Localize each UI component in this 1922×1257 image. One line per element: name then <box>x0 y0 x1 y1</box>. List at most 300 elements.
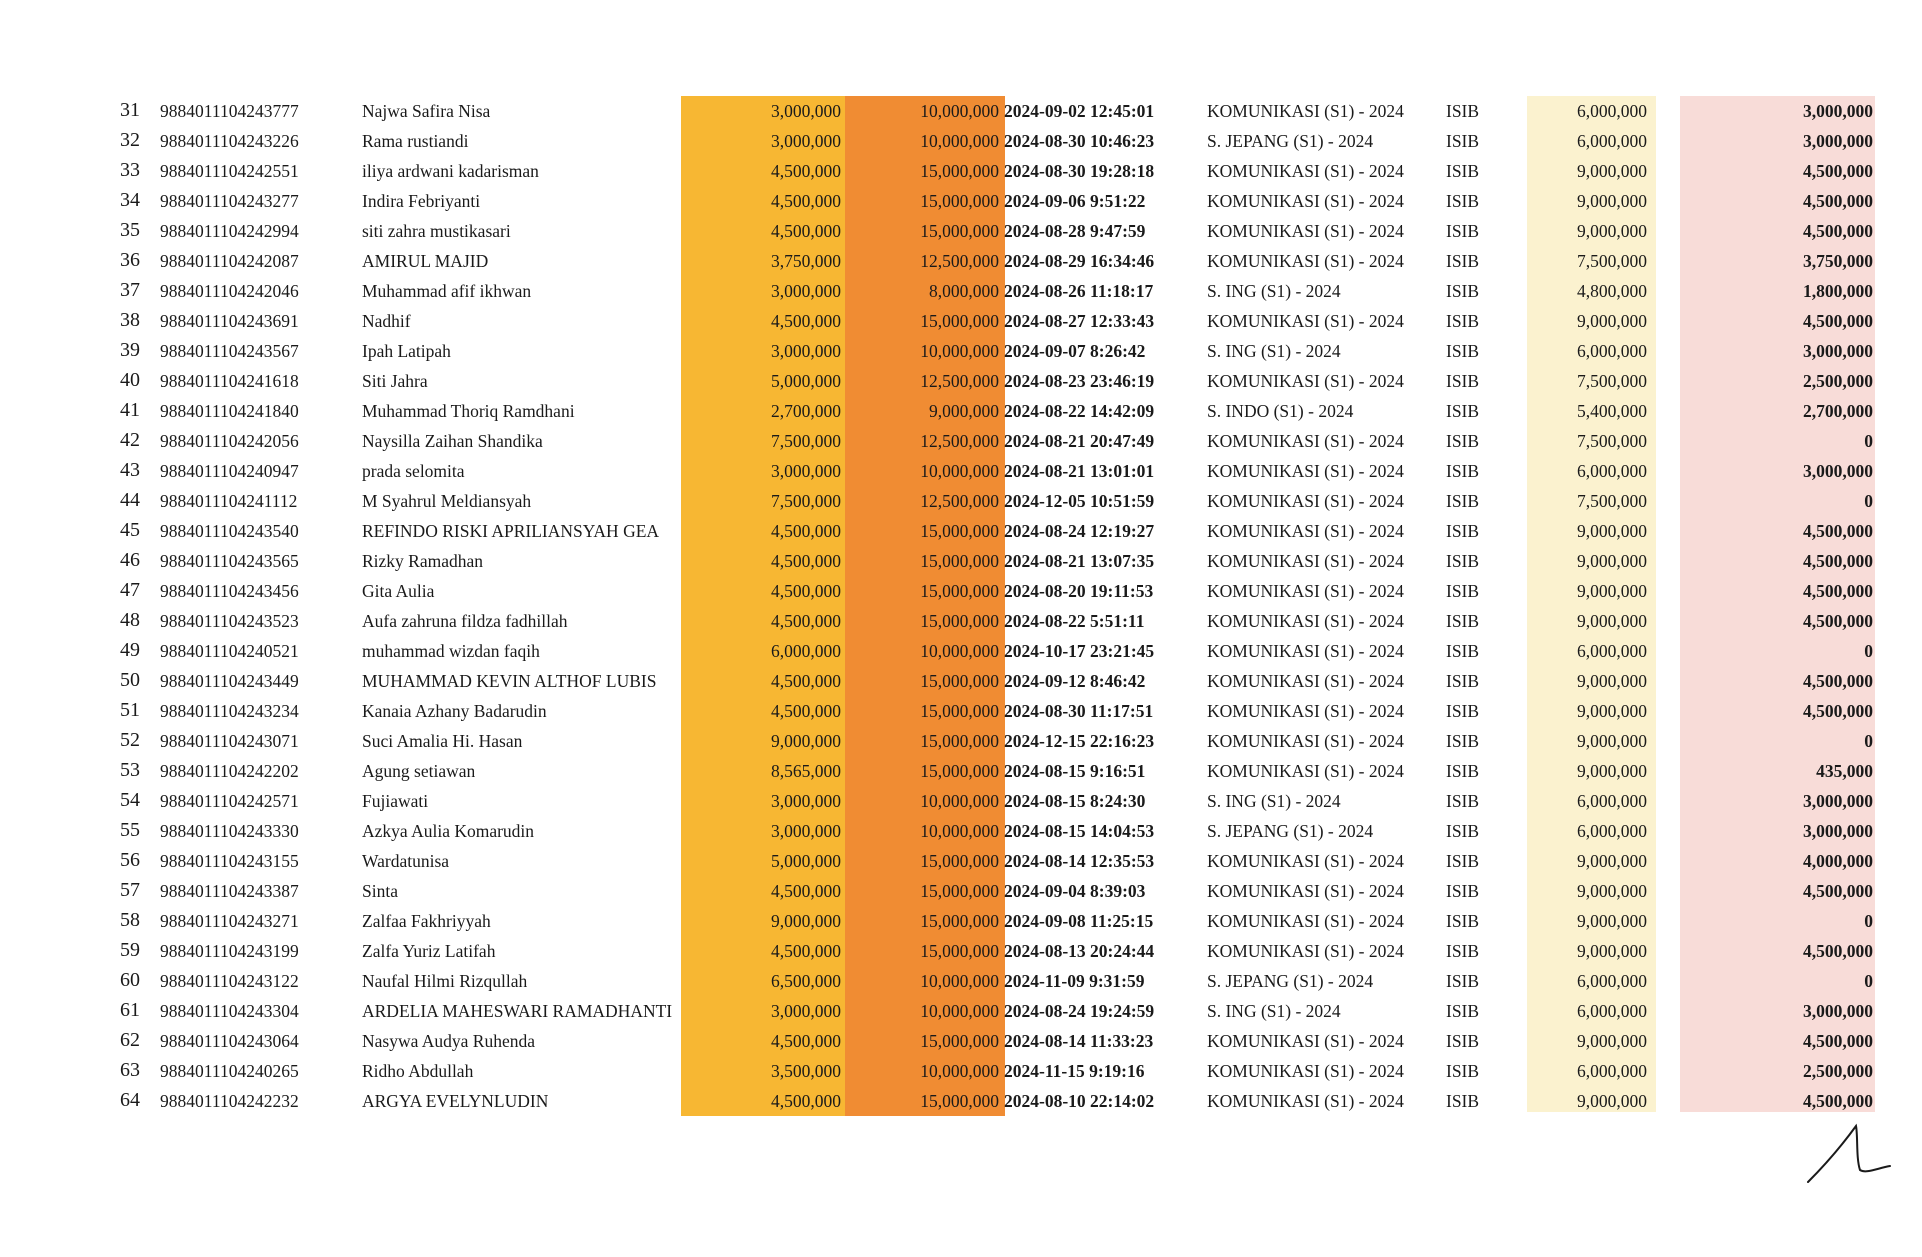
program-name: KOMUNIKASI (S1) - 2024 <box>1207 191 1404 211</box>
row-number: 59 <box>120 939 140 961</box>
paid-amount: 4,500,000 <box>771 671 841 691</box>
remaining-amount: 3,000,000 <box>1803 821 1873 841</box>
total-fee: 15,000,000 <box>920 701 999 721</box>
table-row <box>0 966 1922 996</box>
table-row <box>0 816 1922 846</box>
institution: ISIB <box>1446 491 1480 511</box>
row-number: 37 <box>120 279 140 301</box>
payment-datetime: 2024-08-30 19:28:18 <box>1004 161 1155 181</box>
remaining-amount: 4,500,000 <box>1803 311 1873 331</box>
half-fee: 9,000,000 <box>1577 581 1647 601</box>
institution: ISIB <box>1446 761 1480 781</box>
student-name: Agung setiawan <box>362 761 476 781</box>
paid-amount: 3,000,000 <box>771 131 841 151</box>
institution: ISIB <box>1446 341 1480 361</box>
total-fee: 10,000,000 <box>920 101 999 121</box>
account-number: 9884011104243387 <box>160 881 299 901</box>
row-number: 55 <box>120 819 140 841</box>
institution: ISIB <box>1446 581 1480 601</box>
total-fee: 15,000,000 <box>920 1031 999 1051</box>
program-name: KOMUNIKASI (S1) - 2024 <box>1207 551 1404 571</box>
account-number: 9884011104243304 <box>160 1001 299 1021</box>
half-fee: 9,000,000 <box>1577 311 1647 331</box>
payment-datetime: 2024-08-24 12:19:27 <box>1004 521 1155 541</box>
student-name: Nadhif <box>362 311 411 331</box>
student-name: muhammad wizdan faqih <box>362 641 540 661</box>
total-fee: 12,500,000 <box>920 431 999 451</box>
payment-datetime: 2024-08-21 13:01:01 <box>1004 461 1155 481</box>
row-number: 53 <box>120 759 140 781</box>
remaining-amount: 3,000,000 <box>1803 791 1873 811</box>
institution: ISIB <box>1446 221 1480 241</box>
half-fee: 7,500,000 <box>1577 491 1647 511</box>
row-number: 36 <box>120 249 140 271</box>
program-name: S. ING (S1) - 2024 <box>1207 1001 1341 1021</box>
row-number: 38 <box>120 309 140 331</box>
total-fee: 15,000,000 <box>920 551 999 571</box>
total-fee: 15,000,000 <box>920 521 999 541</box>
payment-datetime: 2024-10-17 23:21:45 <box>1004 641 1155 661</box>
row-number: 58 <box>120 909 140 931</box>
half-fee: 9,000,000 <box>1577 941 1647 961</box>
paid-amount: 8,565,000 <box>771 761 841 781</box>
student-name: Indira Febriyanti <box>362 191 481 211</box>
half-fee: 6,000,000 <box>1577 821 1647 841</box>
row-number: 41 <box>120 399 140 421</box>
account-number: 9884011104242551 <box>160 161 299 181</box>
total-fee: 15,000,000 <box>920 1091 999 1111</box>
table-row <box>0 936 1922 966</box>
account-number: 9884011104243456 <box>160 581 299 601</box>
program-name: KOMUNIKASI (S1) - 2024 <box>1207 221 1404 241</box>
remaining-amount: 4,500,000 <box>1803 161 1873 181</box>
program-name: KOMUNIKASI (S1) - 2024 <box>1207 911 1404 931</box>
total-fee: 15,000,000 <box>920 191 999 211</box>
half-fee: 6,000,000 <box>1577 131 1647 151</box>
total-fee: 15,000,000 <box>920 731 999 751</box>
student-name: Najwa Safira Nisa <box>362 101 491 121</box>
remaining-amount: 4,500,000 <box>1803 941 1873 961</box>
remaining-amount: 3,000,000 <box>1803 341 1873 361</box>
institution: ISIB <box>1446 1001 1480 1021</box>
total-fee: 15,000,000 <box>920 941 999 961</box>
program-name: KOMUNIKASI (S1) - 2024 <box>1207 881 1404 901</box>
account-number: 9884011104243523 <box>160 611 299 631</box>
student-name: siti zahra mustikasari <box>362 221 511 241</box>
payment-datetime: 2024-09-07 8:26:42 <box>1004 341 1146 361</box>
institution: ISIB <box>1446 851 1480 871</box>
paid-amount: 4,500,000 <box>771 581 841 601</box>
program-name: KOMUNIKASI (S1) - 2024 <box>1207 461 1404 481</box>
remaining-amount: 4,500,000 <box>1803 671 1873 691</box>
table-row <box>0 486 1922 516</box>
student-name: Wardatunisa <box>362 851 450 871</box>
institution: ISIB <box>1446 371 1480 391</box>
program-name: KOMUNIKASI (S1) - 2024 <box>1207 1091 1404 1111</box>
program-name: KOMUNIKASI (S1) - 2024 <box>1207 641 1404 661</box>
remaining-amount: 4,500,000 <box>1803 701 1873 721</box>
payment-datetime: 2024-08-10 22:14:02 <box>1004 1091 1155 1111</box>
table-row <box>0 186 1922 216</box>
payment-datetime: 2024-09-08 11:25:15 <box>1004 911 1154 931</box>
total-fee: 10,000,000 <box>920 821 999 841</box>
program-name: S. INDO (S1) - 2024 <box>1207 401 1354 421</box>
account-number: 9884011104243234 <box>160 701 299 721</box>
institution: ISIB <box>1446 461 1480 481</box>
student-name: Kanaia Azhany Badarudin <box>362 701 547 721</box>
half-fee: 9,000,000 <box>1577 191 1647 211</box>
institution: ISIB <box>1446 401 1480 421</box>
remaining-amount: 0 <box>1864 911 1873 931</box>
student-name: Aufa zahruna fildza fadhillah <box>362 611 568 631</box>
half-fee: 6,000,000 <box>1577 1001 1647 1021</box>
account-number: 9884011104240521 <box>160 641 299 661</box>
half-fee: 7,500,000 <box>1577 371 1647 391</box>
half-fee: 4,800,000 <box>1577 281 1647 301</box>
row-number: 31 <box>120 99 140 121</box>
table-row <box>0 96 1922 126</box>
remaining-amount: 3,000,000 <box>1803 131 1873 151</box>
table-row <box>0 576 1922 606</box>
institution: ISIB <box>1446 1031 1480 1051</box>
remaining-amount: 4,500,000 <box>1803 611 1873 631</box>
paid-amount: 4,500,000 <box>771 1031 841 1051</box>
payment-datetime: 2024-08-21 20:47:49 <box>1004 431 1155 451</box>
account-number: 9884011104243199 <box>160 941 299 961</box>
payment-datetime: 2024-08-15 8:24:30 <box>1004 791 1146 811</box>
account-number: 9884011104243277 <box>160 191 299 211</box>
payment-datetime: 2024-08-29 16:34:46 <box>1004 251 1155 271</box>
total-fee: 15,000,000 <box>920 761 999 781</box>
account-number: 9884011104243071 <box>160 731 299 751</box>
institution: ISIB <box>1446 281 1480 301</box>
remaining-amount: 3,000,000 <box>1803 101 1873 121</box>
row-number: 35 <box>120 219 140 241</box>
program-name: KOMUNIKASI (S1) - 2024 <box>1207 251 1404 271</box>
paid-amount: 4,500,000 <box>771 1091 841 1111</box>
program-name: KOMUNIKASI (S1) - 2024 <box>1207 371 1404 391</box>
student-name: Suci Amalia Hi. Hasan <box>362 731 523 751</box>
student-name: Zalfaa Fakhriyyah <box>362 911 491 931</box>
institution: ISIB <box>1446 311 1480 331</box>
total-fee: 15,000,000 <box>920 161 999 181</box>
payment-datetime: 2024-08-22 14:42:09 <box>1004 401 1155 421</box>
total-fee: 10,000,000 <box>920 131 999 151</box>
table-row <box>0 756 1922 786</box>
remaining-amount: 4,500,000 <box>1803 881 1873 901</box>
institution: ISIB <box>1446 1061 1480 1081</box>
remaining-amount: 4,500,000 <box>1803 1031 1873 1051</box>
paid-amount: 3,000,000 <box>771 341 841 361</box>
table-row <box>0 366 1922 396</box>
remaining-amount: 0 <box>1864 971 1873 991</box>
total-fee: 15,000,000 <box>920 311 999 331</box>
remaining-amount: 0 <box>1864 491 1873 511</box>
total-fee: 12,500,000 <box>920 371 999 391</box>
row-number: 64 <box>120 1089 140 1111</box>
account-number: 9884011104241112 <box>160 491 298 511</box>
paid-amount: 4,500,000 <box>771 611 841 631</box>
row-number: 32 <box>120 129 140 151</box>
account-number: 9884011104243226 <box>160 131 299 151</box>
institution: ISIB <box>1446 191 1480 211</box>
student-name: MUHAMMAD KEVIN ALTHOF LUBIS <box>362 671 657 691</box>
payment-datetime: 2024-08-13 20:24:44 <box>1004 941 1155 961</box>
table-row <box>0 1086 1922 1116</box>
program-name: S. ING (S1) - 2024 <box>1207 341 1341 361</box>
total-fee: 8,000,000 <box>929 281 999 301</box>
paid-amount: 7,500,000 <box>771 491 841 511</box>
account-number: 9884011104243330 <box>160 821 299 841</box>
account-number: 9884011104242994 <box>160 221 299 241</box>
institution: ISIB <box>1446 701 1480 721</box>
institution: ISIB <box>1446 791 1480 811</box>
paid-amount: 4,500,000 <box>771 221 841 241</box>
total-fee: 15,000,000 <box>920 221 999 241</box>
program-name: S. JEPANG (S1) - 2024 <box>1207 131 1374 151</box>
table-row <box>0 906 1922 936</box>
remaining-amount: 2,700,000 <box>1803 401 1873 421</box>
row-number: 45 <box>120 519 140 541</box>
remaining-amount: 0 <box>1864 731 1873 751</box>
student-name: prada selomita <box>362 461 465 481</box>
table-row <box>0 126 1922 156</box>
account-number: 9884011104243777 <box>160 101 299 121</box>
institution: ISIB <box>1446 971 1480 991</box>
half-fee: 6,000,000 <box>1577 101 1647 121</box>
row-number: 51 <box>120 699 140 721</box>
half-fee: 9,000,000 <box>1577 1091 1647 1111</box>
institution: ISIB <box>1446 431 1480 451</box>
row-number: 63 <box>120 1059 140 1081</box>
payment-datetime: 2024-08-15 9:16:51 <box>1004 761 1146 781</box>
payment-datetime: 2024-11-09 9:31:59 <box>1004 971 1145 991</box>
student-name: Muhammad Thoriq Ramdhani <box>362 401 575 421</box>
student-name: Gita Aulia <box>362 581 435 601</box>
total-fee: 12,500,000 <box>920 491 999 511</box>
account-number: 9884011104243271 <box>160 911 299 931</box>
total-fee: 15,000,000 <box>920 581 999 601</box>
student-name: Zalfa Yuriz Latifah <box>362 941 496 961</box>
student-name: Rizky Ramadhan <box>362 551 484 571</box>
payment-datetime: 2024-08-21 13:07:35 <box>1004 551 1155 571</box>
table-row <box>0 516 1922 546</box>
row-number: 40 <box>120 369 140 391</box>
half-fee: 9,000,000 <box>1577 911 1647 931</box>
student-name: Ipah Latipah <box>362 341 451 361</box>
payment-datetime: 2024-08-14 11:33:23 <box>1004 1031 1154 1051</box>
program-name: KOMUNIKASI (S1) - 2024 <box>1207 731 1404 751</box>
half-fee: 6,000,000 <box>1577 641 1647 661</box>
half-fee: 9,000,000 <box>1577 161 1647 181</box>
paid-amount: 4,500,000 <box>771 191 841 211</box>
program-name: S. JEPANG (S1) - 2024 <box>1207 821 1374 841</box>
table-row <box>0 456 1922 486</box>
account-number: 9884011104242232 <box>160 1091 299 1111</box>
row-number: 60 <box>120 969 140 991</box>
table-row <box>0 786 1922 816</box>
remaining-amount: 4,500,000 <box>1803 1091 1873 1111</box>
total-fee: 15,000,000 <box>920 881 999 901</box>
table-row <box>0 1056 1922 1086</box>
row-number: 54 <box>120 789 140 811</box>
program-name: KOMUNIKASI (S1) - 2024 <box>1207 611 1404 631</box>
paid-amount: 4,500,000 <box>771 551 841 571</box>
table-row <box>0 276 1922 306</box>
account-number: 9884011104241840 <box>160 401 299 421</box>
paid-amount: 4,500,000 <box>771 521 841 541</box>
total-fee: 10,000,000 <box>920 461 999 481</box>
institution: ISIB <box>1446 131 1480 151</box>
payment-datetime: 2024-09-02 12:45:01 <box>1004 101 1155 121</box>
paid-amount: 3,000,000 <box>771 281 841 301</box>
table-row <box>0 156 1922 186</box>
payment-ledger-table <box>0 96 1922 1116</box>
half-fee: 9,000,000 <box>1577 761 1647 781</box>
program-name: S. ING (S1) - 2024 <box>1207 791 1341 811</box>
paid-amount: 4,500,000 <box>771 311 841 331</box>
student-name: Muhammad afif ikhwan <box>362 281 532 301</box>
row-number: 47 <box>120 579 140 601</box>
remaining-amount: 4,000,000 <box>1803 851 1873 871</box>
paid-amount: 7,500,000 <box>771 431 841 451</box>
program-name: KOMUNIKASI (S1) - 2024 <box>1207 161 1404 181</box>
table-row <box>0 336 1922 366</box>
student-name: Siti Jahra <box>362 371 428 391</box>
total-fee: 15,000,000 <box>920 851 999 871</box>
payment-datetime: 2024-12-15 22:16:23 <box>1004 731 1155 751</box>
half-fee: 9,000,000 <box>1577 221 1647 241</box>
institution: ISIB <box>1446 1091 1480 1111</box>
paid-amount: 4,500,000 <box>771 701 841 721</box>
student-name: Naufal Hilmi Rizqullah <box>362 971 528 991</box>
paid-amount: 6,500,000 <box>771 971 841 991</box>
payment-datetime: 2024-08-30 10:46:23 <box>1004 131 1155 151</box>
row-number: 39 <box>120 339 140 361</box>
student-name: Fujiawati <box>362 791 429 811</box>
table-row <box>0 426 1922 456</box>
institution: ISIB <box>1446 611 1480 631</box>
paid-amount: 3,000,000 <box>771 1001 841 1021</box>
payment-datetime: 2024-09-12 8:46:42 <box>1004 671 1146 691</box>
account-number: 9884011104240947 <box>160 461 299 481</box>
row-number: 57 <box>120 879 140 901</box>
table-row <box>0 996 1922 1026</box>
paid-amount: 9,000,000 <box>771 731 841 751</box>
program-name: KOMUNIKASI (S1) - 2024 <box>1207 701 1404 721</box>
paid-amount: 4,500,000 <box>771 881 841 901</box>
table-row <box>0 1026 1922 1056</box>
institution: ISIB <box>1446 941 1480 961</box>
student-name: REFINDO RISKI APRILIANSYAH GEA <box>362 521 660 541</box>
paid-amount: 2,700,000 <box>771 401 841 421</box>
program-name: S. ING (S1) - 2024 <box>1207 281 1341 301</box>
institution: ISIB <box>1446 521 1480 541</box>
student-name: Azkya Aulia Komarudin <box>362 821 535 841</box>
program-name: KOMUNIKASI (S1) - 2024 <box>1207 491 1404 511</box>
paid-amount: 9,000,000 <box>771 911 841 931</box>
paid-amount: 3,000,000 <box>771 821 841 841</box>
remaining-amount: 4,500,000 <box>1803 551 1873 571</box>
table-row <box>0 546 1922 576</box>
row-number: 48 <box>120 609 140 631</box>
payment-datetime: 2024-09-04 8:39:03 <box>1004 881 1146 901</box>
institution: ISIB <box>1446 161 1480 181</box>
table-row <box>0 606 1922 636</box>
payment-datetime: 2024-08-14 12:35:53 <box>1004 851 1155 871</box>
student-name: Ridho Abdullah <box>362 1061 474 1081</box>
program-name: KOMUNIKASI (S1) - 2024 <box>1207 101 1404 121</box>
institution: ISIB <box>1446 671 1480 691</box>
account-number: 9884011104242087 <box>160 251 299 271</box>
remaining-amount: 0 <box>1864 641 1873 661</box>
remaining-amount: 3,750,000 <box>1803 251 1873 271</box>
program-name: KOMUNIKASI (S1) - 2024 <box>1207 941 1404 961</box>
half-fee: 9,000,000 <box>1577 551 1647 571</box>
paid-amount: 5,000,000 <box>771 371 841 391</box>
account-number: 9884011104242046 <box>160 281 299 301</box>
total-fee: 10,000,000 <box>920 791 999 811</box>
account-number: 9884011104243449 <box>160 671 299 691</box>
remaining-amount: 435,000 <box>1816 761 1873 781</box>
student-name: iliya ardwani kadarisman <box>362 161 539 181</box>
student-name: Naysilla Zaihan Shandika <box>362 431 543 451</box>
row-number: 49 <box>120 639 140 661</box>
payment-datetime: 2024-08-20 19:11:53 <box>1004 581 1154 601</box>
account-number: 9884011104243122 <box>160 971 299 991</box>
half-fee: 7,500,000 <box>1577 431 1647 451</box>
half-fee: 9,000,000 <box>1577 671 1647 691</box>
account-number: 9884011104243565 <box>160 551 299 571</box>
remaining-amount: 4,500,000 <box>1803 191 1873 211</box>
half-fee: 9,000,000 <box>1577 851 1647 871</box>
half-fee: 6,000,000 <box>1577 971 1647 991</box>
student-name: M Syahrul Meldiansyah <box>362 491 532 511</box>
institution: ISIB <box>1446 551 1480 571</box>
student-name: Rama rustiandi <box>362 131 469 151</box>
program-name: KOMUNIKASI (S1) - 2024 <box>1207 761 1404 781</box>
remaining-amount: 0 <box>1864 431 1873 451</box>
program-name: KOMUNIKASI (S1) - 2024 <box>1207 431 1404 451</box>
half-fee: 6,000,000 <box>1577 461 1647 481</box>
account-number: 9884011104243691 <box>160 311 299 331</box>
payment-datetime: 2024-08-22 5:51:11 <box>1004 611 1145 631</box>
account-number: 9884011104242571 <box>160 791 299 811</box>
half-fee: 9,000,000 <box>1577 701 1647 721</box>
program-name: KOMUNIKASI (S1) - 2024 <box>1207 851 1404 871</box>
table-row <box>0 396 1922 426</box>
row-number: 33 <box>120 159 140 181</box>
remaining-amount: 3,000,000 <box>1803 461 1873 481</box>
student-name: AMIRUL MAJID <box>362 251 489 271</box>
program-name: KOMUNIKASI (S1) - 2024 <box>1207 671 1404 691</box>
table-row <box>0 216 1922 246</box>
half-fee: 5,400,000 <box>1577 401 1647 421</box>
payment-datetime: 2024-08-15 14:04:53 <box>1004 821 1155 841</box>
total-fee: 10,000,000 <box>920 641 999 661</box>
row-number: 52 <box>120 729 140 751</box>
half-fee: 9,000,000 <box>1577 731 1647 751</box>
table-row <box>0 696 1922 726</box>
paid-amount: 3,000,000 <box>771 791 841 811</box>
signature-icon <box>1800 1118 1900 1188</box>
total-fee: 12,500,000 <box>920 251 999 271</box>
institution: ISIB <box>1446 731 1480 751</box>
paid-amount: 4,500,000 <box>771 941 841 961</box>
row-number: 43 <box>120 459 140 481</box>
institution: ISIB <box>1446 251 1480 271</box>
paid-amount: 3,000,000 <box>771 461 841 481</box>
